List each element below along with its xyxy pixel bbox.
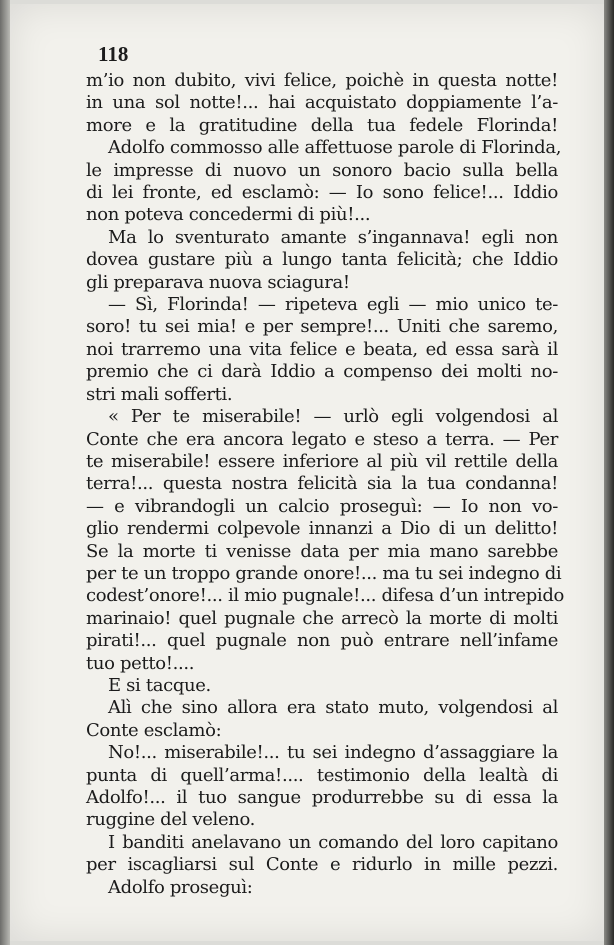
page-left-edge — [0, 0, 10, 945]
text-line: « Per te miserabile! — urlò egli volgendosi al — [108, 406, 558, 428]
text-line: Alì che sino allora era stato muto, volgendosi al — [108, 697, 558, 719]
text-line: No!... miserabile!... tu sei indegno d’assaggiare la — [108, 742, 558, 764]
text-line: — Sì, Florinda! — ripeteva egli — mio unico te- — [108, 294, 558, 316]
page-right-edge — [604, 0, 614, 945]
text-line: Conte esclamò: — [86, 719, 222, 741]
text-line: stri mali sofferti. — [86, 383, 233, 405]
text-line: Adolfo proseguì: — [108, 876, 253, 898]
text-line: glio rendermi colpevole innanzi a Dio di un delitto! — [86, 518, 558, 540]
text-line: Adolfo!... il tuo sangue produrrebbe su di essa la — [86, 787, 558, 808]
text-line: I banditi anelavano un comando del loro capitano — [108, 831, 558, 853]
body-text — [86, 70, 565, 899]
text-line: Se la morte ti venisse data per mia mano sarebbe — [86, 540, 558, 562]
text-line: per iscagliarsi sul Conte e ridurlo in mille pezzi. — [86, 854, 558, 876]
text-line: premio che ci darà Iddio a compenso dei molti no- — [86, 361, 558, 383]
text-line: — e vibrandogli un calcio proseguì: — Io non vo- — [86, 495, 558, 517]
text-line: ruggine del veleno. — [86, 809, 256, 831]
text-line: Ma lo sventurato amante s’ingannava! egli non — [108, 226, 558, 248]
text-line: di lei fronte, ed esclamò: — Io sono felice!... Iddio — [86, 182, 558, 204]
text-line: le impresse di nuovo un sonoro bacio sulla bella — [86, 159, 558, 181]
text-line: Adolfo commosso alle affettuose parole di Florinda, — [108, 137, 562, 159]
text-line: tuo petto!.... — [86, 652, 195, 674]
text-line: terra!... questa nostra felicità sia la tua condanna! — [86, 473, 558, 495]
text-line: dovea gustare più a lungo tanta felicità; che Iddio — [86, 249, 558, 271]
text-line: non poteva concedermi di più!... — [86, 204, 371, 226]
text-line: noi trarremo una vita felice e beata, ed essa sarà il — [86, 338, 558, 360]
text-line: in una sol notte!... hai acquistato doppiamente l’a- — [86, 92, 558, 114]
text-line: pirati!... quel pugnale non può entrare nell’infame — [86, 630, 558, 652]
text-line: E si tacque. — [108, 674, 211, 696]
text-line: gli preparava nuova sciagura! — [86, 271, 350, 293]
text-line: more e la gratitudine della tua fedele Florinda! — [86, 114, 558, 136]
text-line: m’io non dubito, vivi felice, poichè in questa notte! — [86, 70, 558, 91]
text-line: codest’onore!... il mio pugnale!... difesa d’un intrepido — [86, 585, 565, 607]
text-line: marinaio! quel pugnale che arrecò la morte di molti — [86, 607, 558, 629]
text-line: soro! tu sei mia! e per sempre!... Uniti che saremo, — [86, 316, 558, 338]
text-line: per te un troppo grande onore!... ma tu sei indegno di — [86, 562, 562, 584]
page-number: 118 — [98, 42, 129, 66]
text-line: punta di quell’arma!.... testimonio della lealtà di — [86, 764, 558, 786]
text-line: Conte che era ancora legato e steso a terra. — Per — [86, 428, 558, 450]
text-line: te miserabile! essere inferiore al più vil rettile della — [86, 450, 558, 472]
